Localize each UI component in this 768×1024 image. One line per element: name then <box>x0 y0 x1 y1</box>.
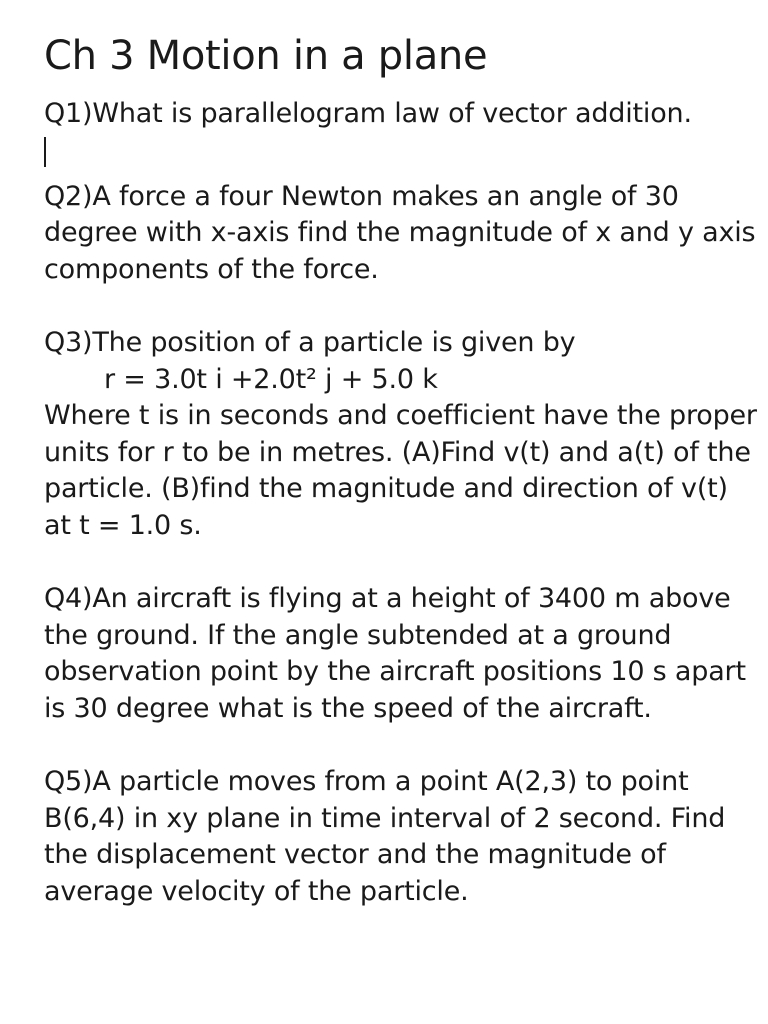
question-3-equation: r = 3.0t i +2.0t² j + 5.0 k <box>104 363 438 395</box>
text-cursor <box>44 137 46 167</box>
question-2: Q2)A force a four Newton makes an angle of 30 degree with x-axis find the magnitude of x and y axis components of the force. <box>44 180 756 285</box>
spacer <box>44 727 760 764</box>
page-title: Ch 3 Motion in a plane <box>44 33 488 79</box>
spacer <box>44 288 760 325</box>
question-1: Q1)What is parallelogram law of vector addition. <box>44 98 692 129</box>
question-5: Q5)A particle moves from a point A(2,3) to point B(6,4) in xy plane in time interval of 2 second. Find the displacement vector and the magnitude of average velocity of the particle. <box>44 766 726 907</box>
document-page <box>44 30 760 910</box>
question-3-intro: Q3)The position of a particle is given by <box>44 327 576 358</box>
spacer <box>44 544 760 581</box>
question-3-body: Where t is in seconds and coefficient have the proper units for r to be in metres. (A)Find v(t) and a(t) of the particle. (B)find the magnitude and direction of v(t) at t = 1.0 s. <box>44 400 757 541</box>
question-4: Q4)An aircraft is flying at a height of 3400 m above the ground. If the angle subtended at a ground observation point by the aircraft positions 10 s apart is 30 degree what is the speed of the aircraft. <box>44 583 746 724</box>
